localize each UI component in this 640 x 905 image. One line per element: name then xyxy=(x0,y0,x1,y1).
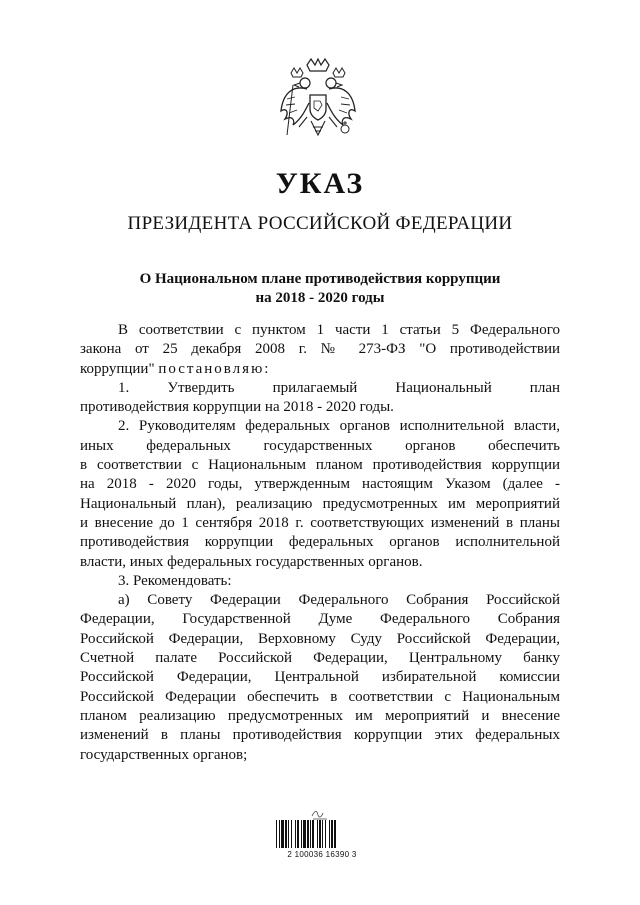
text-line: власти, иных федеральных государственных органов. xyxy=(80,553,423,570)
barcode-bar xyxy=(291,820,292,848)
text-line: изменений в планы противодействия коррупции этих федеральных xyxy=(80,727,560,744)
barcode-number: 2 100036 16390 3 xyxy=(287,850,357,859)
text-line: государственных органов; xyxy=(80,746,248,763)
barcode-bar xyxy=(279,820,280,848)
barcode-bar xyxy=(303,820,306,848)
text-line: 3. Рекомендовать: xyxy=(118,572,232,589)
text-line: закона от 25 декабря 2008 г. № 273-ФЗ "О противодействии xyxy=(80,341,560,358)
page-title: УКАЗ xyxy=(275,167,365,200)
barcode-bar xyxy=(301,820,302,848)
barcode-bar xyxy=(317,820,318,848)
russian-coat-of-arms-icon xyxy=(277,55,359,147)
text-line: иных федеральных государственных органов обеспечить xyxy=(80,437,560,454)
text-line: а) Совету Федерации Федерального Собрания Российской xyxy=(118,592,560,609)
barcode-bar xyxy=(307,820,309,848)
text-line: Национальный план), реализацию предусмотренных им мероприятий xyxy=(80,495,560,512)
barcode-bar xyxy=(334,820,336,848)
text-line: на 2018 - 2020 годы, утвержденным настоящим Указом (далее - xyxy=(80,476,560,493)
barcode-bar xyxy=(285,820,287,848)
text-line: Российской Федерации обеспечить в соответствии с Национальным xyxy=(80,688,560,705)
barcode-bar xyxy=(331,820,333,848)
text-line: 1. Утвердить прилагаемый Национальный план xyxy=(118,379,560,396)
heading-line: на 2018 - 2020 годы xyxy=(255,290,385,306)
barcode-bar xyxy=(319,820,321,848)
text-line: и внесение до 1 сентября 2018 г. соответствующих изменений в планы xyxy=(80,514,560,531)
document-body xyxy=(80,321,560,765)
text-line: Федерации, Государственной Думе Федерального Собрания xyxy=(80,611,560,628)
text-line: в соответствии с Национальным планом противодействия коррупции xyxy=(80,457,560,474)
barcode-bar xyxy=(295,820,296,848)
barcode-bar xyxy=(281,820,284,848)
document-heading xyxy=(80,270,560,308)
barcode-bar xyxy=(322,820,323,848)
text-line: Российской Федерации, Центральной избирательной комиссии xyxy=(80,669,560,686)
text-line: планом реализацию предусмотренных им мероприятий и внесение xyxy=(80,707,560,724)
barcode-bar xyxy=(297,820,299,848)
text-line: 2. Руководителям федеральных органов исполнительной власти, xyxy=(118,418,560,435)
barcode-icon xyxy=(276,820,362,848)
barcode-bar xyxy=(288,820,289,848)
text-line xyxy=(80,360,560,379)
text-fragment: коррупции" xyxy=(80,360,155,377)
barcode-bar xyxy=(312,820,314,848)
heading-line: О Национальном плане противодействия коррупции xyxy=(139,271,501,287)
text-line: В соответствии с пунктом 1 части 1 статьи 5 Федерального xyxy=(118,322,560,338)
text-line: противодействия коррупции федеральных органов исполнительной xyxy=(80,534,560,551)
text-line: Российской Федерации, Верховному Суду Российской Федерации, xyxy=(80,630,560,647)
text-line: противодействия коррупции на 2018 - 2020 годы. xyxy=(80,399,394,416)
decree-word: постановляю: xyxy=(158,360,271,377)
barcode-bar xyxy=(276,820,277,848)
page-subtitle: ПРЕЗИДЕНТА РОССИЙСКОЙ ФЕДЕРАЦИИ xyxy=(127,213,513,234)
barcode-bar xyxy=(325,820,326,848)
text-line: Счетной палате Российской Федерации, Центральному банку xyxy=(80,650,560,667)
barcode-bar xyxy=(329,820,330,848)
barcode-bar xyxy=(310,820,311,848)
